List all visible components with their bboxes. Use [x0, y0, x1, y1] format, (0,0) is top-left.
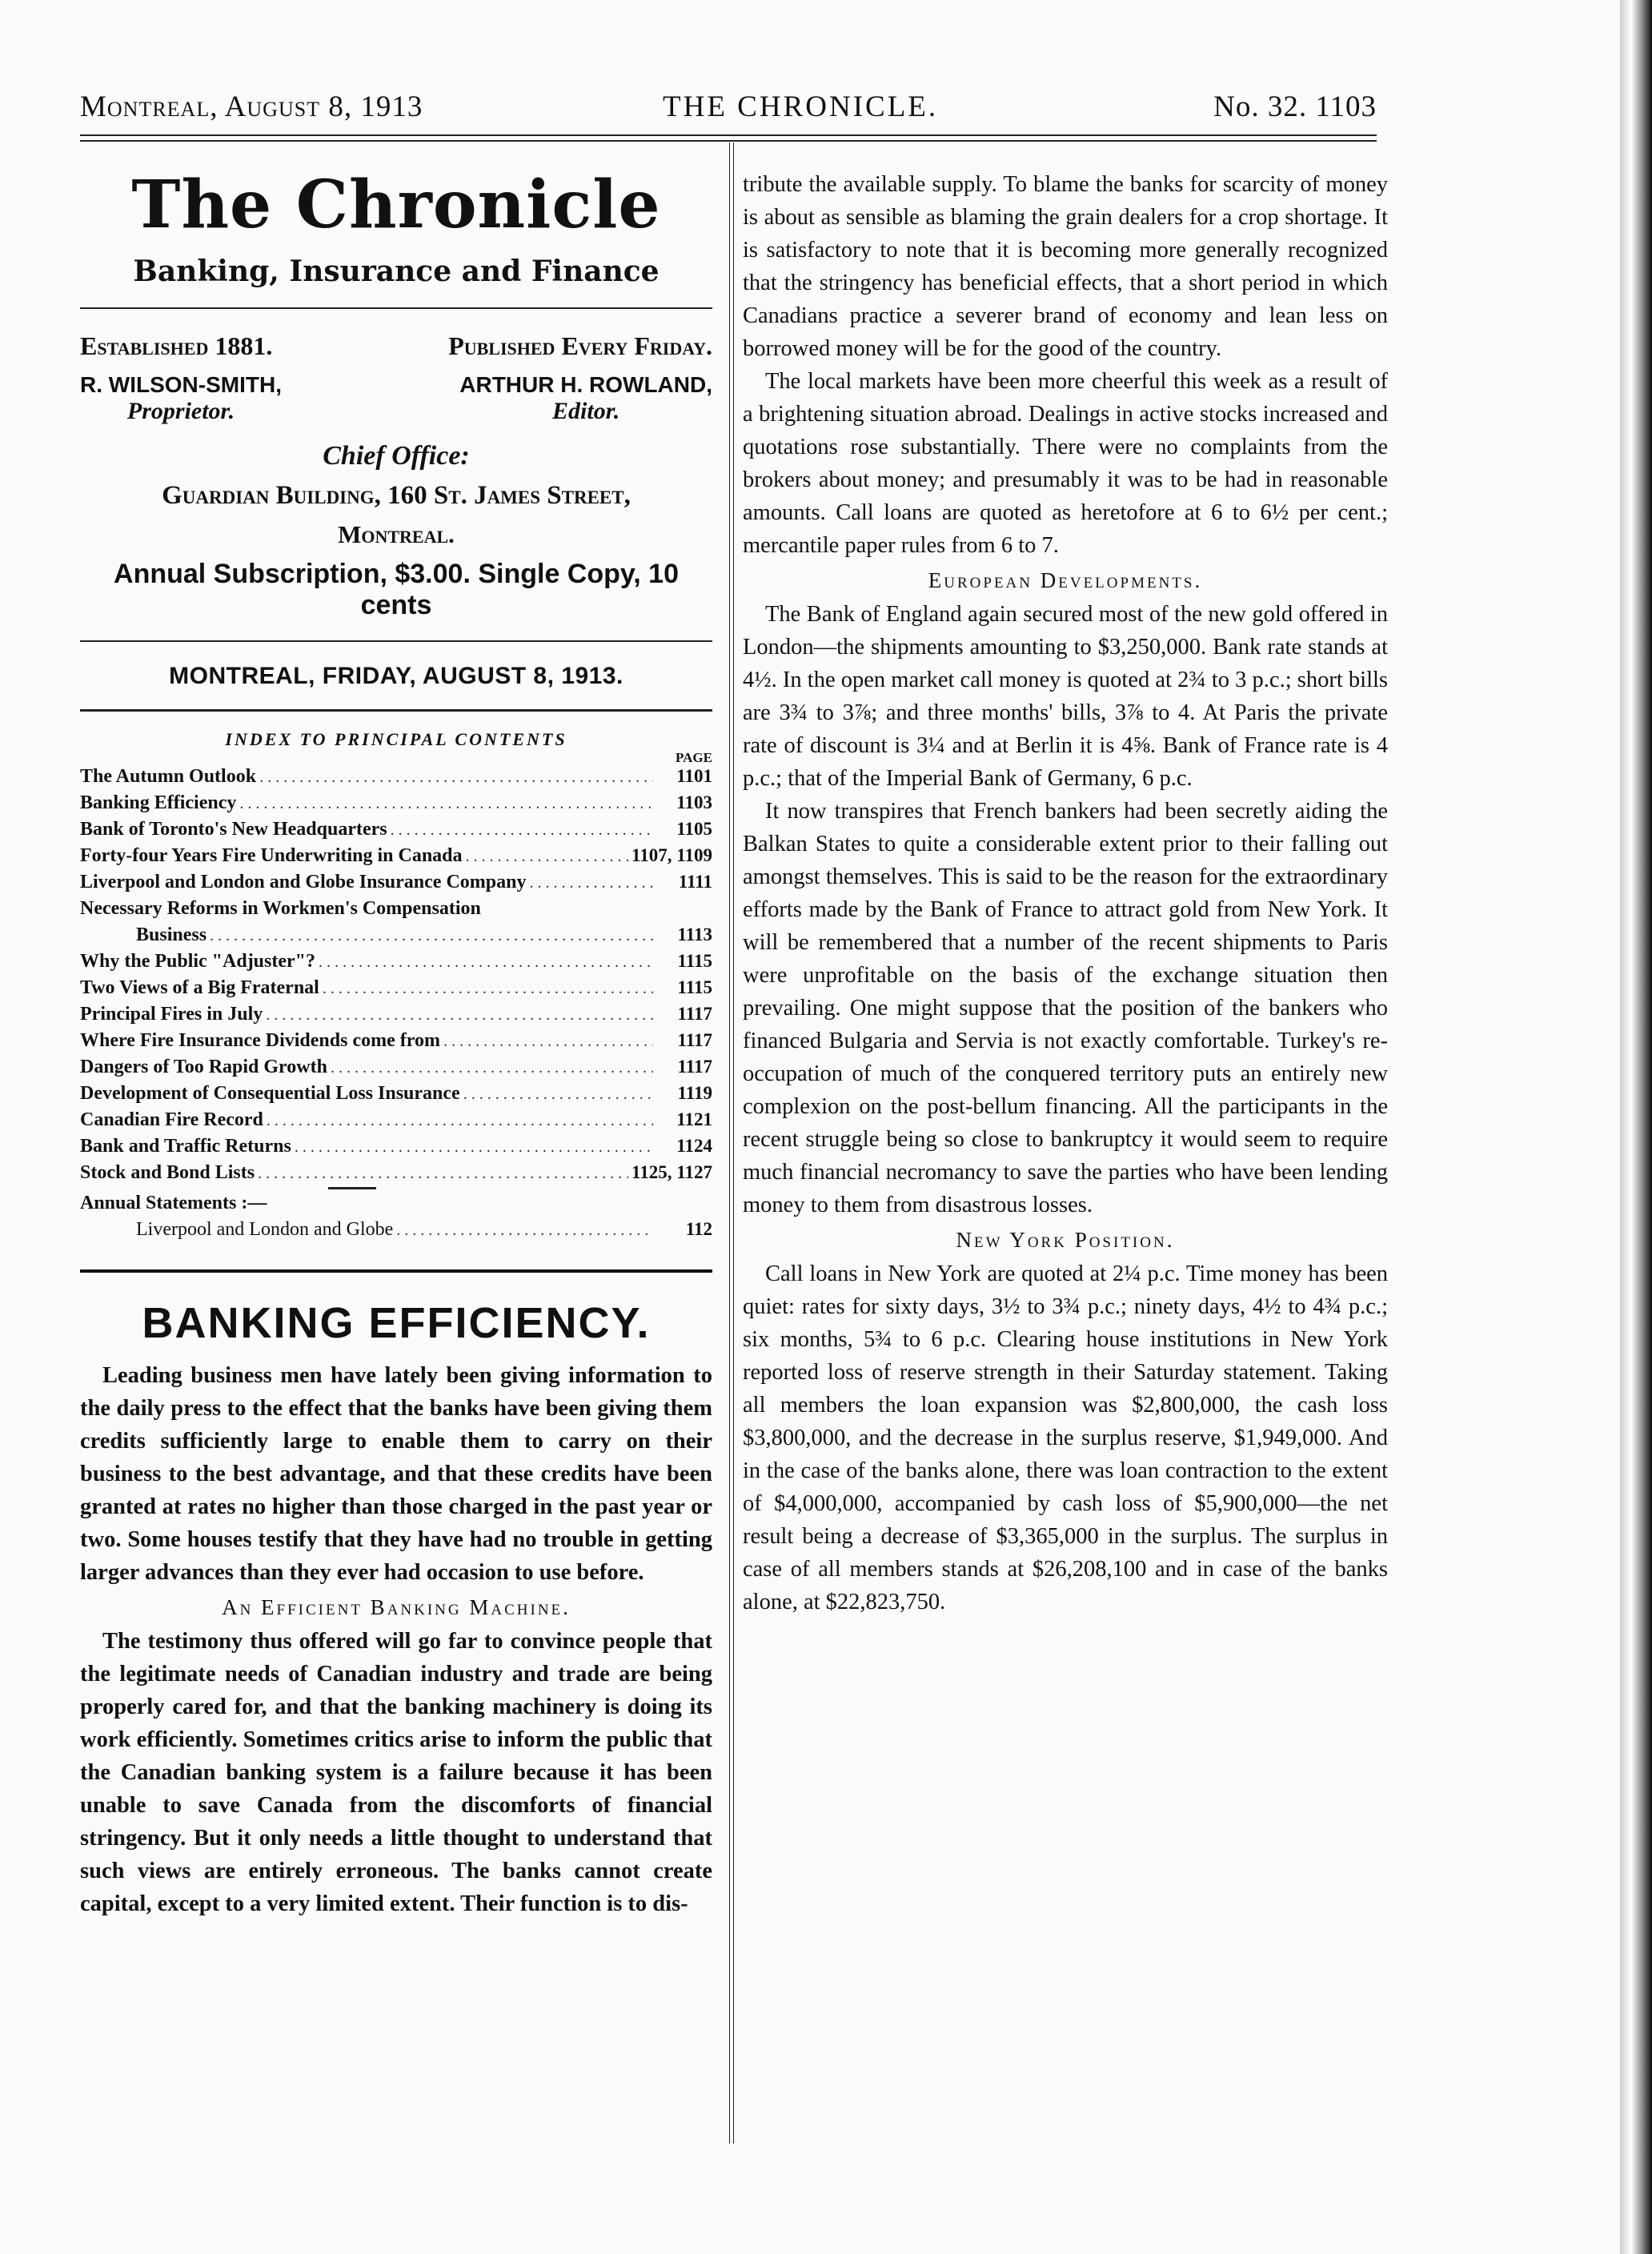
office-address: Guardian Building, 160 St. James Street, [162, 481, 631, 510]
index-rule [80, 709, 712, 712]
proprietor-role: Proprietor. [126, 398, 235, 424]
dateline-rule [80, 640, 712, 642]
index-item-title: Canadian Fire Record [80, 1109, 263, 1130]
index-item-page: 1117 [677, 1030, 712, 1050]
index-row [80, 819, 712, 845]
index-row [80, 1083, 712, 1109]
index-short-rule [328, 1187, 376, 1189]
index-item-title: Bank and Traffic Returns [80, 1136, 291, 1157]
index-item-title: Two Views of a Big Fraternal [80, 977, 319, 998]
masthead-rule [80, 307, 712, 309]
index-item-leader [210, 927, 653, 945]
index-row [80, 898, 712, 924]
index-item-page: 1124 [676, 1136, 712, 1156]
index-item-page: 1101 [676, 766, 712, 786]
index-item-title: Stock and Bond Lists [80, 1162, 255, 1183]
index-item-page: 1103 [676, 792, 712, 812]
index-row [80, 977, 712, 1004]
index-item-leader [463, 1085, 653, 1104]
dateline: MONTREAL, FRIDAY, AUGUST 8, 1913. [169, 663, 624, 689]
index-row [80, 792, 712, 819]
index-item-leader [391, 821, 653, 840]
index-item-title: Necessary Reforms in Workmen's Compensation [80, 898, 481, 919]
running-header [80, 90, 1377, 131]
section-heading-european: European Developments. [928, 568, 1203, 592]
index-page-label: PAGE [676, 750, 712, 765]
index-item-title: Bank of Toronto's New Headquarters [80, 819, 387, 840]
index-item-title: Dangers of Too Rapid Growth [80, 1057, 327, 1077]
index-row [80, 1004, 712, 1030]
index-row [80, 951, 712, 977]
proprietor-name: R. WILSON-SMITH, [80, 372, 282, 397]
index-item-leader [266, 1006, 653, 1025]
index-item-page: 1121 [676, 1109, 712, 1129]
index-item-page: 1115 [677, 977, 712, 997]
index-row [80, 1057, 712, 1083]
subscription-text: Annual Subscription, $3.00. Single Copy, 10 cents [114, 559, 679, 620]
editor-name: ARTHUR H. ROWLAND, [459, 372, 712, 397]
index-item-title: Business [136, 924, 207, 945]
article-rule [80, 1269, 712, 1273]
article-headline: BANKING EFFICIENCY. [142, 1299, 651, 1347]
index-item-title: Liverpool and London and Globe Insurance Company [80, 872, 527, 892]
index-item-leader [295, 1138, 653, 1157]
index-item-leader [319, 953, 653, 972]
index-row [80, 924, 712, 951]
section-heading-efficient-machine: An Efficient Banking Machine. [222, 1595, 571, 1619]
index-item-leader [331, 1059, 653, 1077]
published-text: Published Every Friday. [448, 331, 712, 360]
page-binding-edge [1620, 0, 1652, 2254]
index-item-leader [466, 848, 629, 866]
index-item-title: Where Fire Insurance Dividends come from [80, 1030, 440, 1051]
office-city: Montreal. [338, 520, 455, 548]
index-row [80, 1030, 712, 1057]
proprietor-block [80, 372, 282, 425]
masthead-subtitle: Banking, Insurance and Finance [133, 255, 660, 288]
article-paragraph-6: It now transpires that French bankers had been secretly aiding the Balkan States to quite a considerable extent prior to their falling out amongst themselves. This is said to be the reason for the extraordinary efforts made by the Bank of France to attract gold from New York. It will be remembered that a number of the recent shipments to Paris were unprofitable on the basis of the exchange situation then prevailing. One might suppose that the position of the bankers who financed Bulgaria and Servia is not exactly comfortable. Turkey's re-occupation of much of the conquered territory puts an entirely new complexion on the post-bellum financing. All the participants in the recent struggle being so close to bankruptcy it would seem to require much financial necromancy to save the parties who have been lending money to them from disastrous losses. [743, 799, 1388, 1217]
index-list [80, 766, 712, 1189]
article-paragraph-4: The local markets have been more cheerful this week as a result of a brightening situation abroad. Dealings in active stocks increased and quotations rose substantially. There were no complaints from the brokers about money; and presumably it was to be had in reasonable amounts. Call loans are quoted as heretofore at 6 to 6½ per cent.; mercantile paper rules from 6 to 7. [743, 369, 1388, 558]
index-item-title: Development of Consequential Loss Insurance [80, 1083, 460, 1104]
index-row [80, 1162, 712, 1189]
index-item-leader [259, 768, 653, 787]
header-issue-page: No. 32. 1103 [1213, 90, 1377, 123]
index-row-annual [80, 1219, 712, 1245]
index-row [80, 1109, 712, 1136]
index-item-leader [396, 1221, 653, 1240]
chief-office-label: Chief Office: [323, 441, 470, 471]
article-paragraph-3: tribute the available supply. To blame the banks for scarcity of money is about as sensible as blaming the grain dealers for a crop shortage. It is satisfactory to note that it is becoming more generally recognized that the stringency has beneficial effects, that a short period in which Canadians practice a severer brand of economy and lean less on borrowed money will be for the good of the country. [743, 172, 1388, 361]
column-divider [729, 142, 734, 2144]
index-row [80, 1136, 712, 1162]
masthead-established-row [80, 331, 712, 361]
masthead [80, 166, 712, 712]
index-item-page: 1113 [677, 924, 712, 945]
index-item-page: 1105 [676, 819, 712, 839]
article-paragraph-5: The Bank of England again secured most of the new gold offered in London—the shipments amounting to $3,250,000. Bank rate stands at 4½. In the open market call money is quoted at 2¾ to 3 p.c.; short bills are 3¾ to 3⅞; and three months' bills, 3⅞ to 4. At Paris the private rate of discount is 3¼ and at Berlin it is 4⅝. Bank of France rate is 4 p.c.; that of the Imperial Bank of Germany, 6 p.c. [743, 602, 1388, 791]
header-rule [80, 134, 1377, 142]
editor-block [459, 372, 712, 425]
index-item-page: 112 [685, 1219, 712, 1239]
index-item-title: The Autumn Outlook [80, 766, 257, 787]
index-of-contents [80, 729, 712, 1245]
index-item-title: Principal Fires in July [80, 1004, 263, 1025]
masthead-title: The Chronicle [131, 166, 661, 243]
index-item-page: 1111 [678, 872, 712, 892]
index-item-title: Why the Public "Adjuster"? [80, 951, 315, 972]
article-paragraph-7: Call loans in New York are quoted at 2¼ p.c. Time money has been quiet: rates for sixty days, 3½ to 3¾ p.c.; ninety days, 4½ to 4¾ p.c.; six months, 5¾ to 6 p.c. Clearing house institutions in New York reported loss of reserve strength in their Saturday statement. Taking all members the loan expansion was $2,800,000, the cash loss $3,800,000, and the decrease in the surplus reserve, $1,949,000. And in the case of the banks alone, there was loan contraction to the extent of $4,000,000, accompanied by cash loss of $5,900,000—the net result being a decrease of $3,365,000 in the surplus. The surplus in case of all members stands at $26,208,100 and in case of the banks alone, at $22,823,750. [743, 1261, 1388, 1614]
index-item-leader [323, 980, 653, 998]
editor-role: Editor. [552, 398, 620, 424]
article-paragraph-1: Leading business men have lately been giving information to the daily press to the effect that the banks have been giving them credits sufficiently large to enable them to carry on their business to the best advantage, and that these credits have been granted at rates no higher than those charged in the past year or two. Some houses testify that they have had no trouble in getting larger advances than they ever had occasion to use before. [80, 1363, 712, 1585]
index-item-page: 1119 [677, 1083, 712, 1103]
right-column [743, 142, 1388, 1618]
section-heading-new-york: New York Position. [956, 1228, 1175, 1252]
index-item-leader [258, 1165, 628, 1183]
left-column [80, 142, 712, 1920]
index-row [80, 845, 712, 872]
index-item-page: 1117 [677, 1004, 712, 1024]
index-item-page: 1107, 1109 [632, 845, 712, 865]
header-date: Montreal, August 8, 1913 [80, 90, 423, 123]
annual-statements-label: Annual Statements :— [80, 1193, 267, 1213]
index-item-leader [443, 1033, 653, 1051]
index-title: INDEX TO PRINCIPAL CONTENTS [225, 729, 567, 749]
index-item-title: Forty-four Years Fire Underwriting in Canada [80, 845, 463, 866]
established-text: Established 1881. [80, 331, 273, 360]
index-item-page: 1125, 1127 [632, 1162, 712, 1182]
header-publication: THE CHRONICLE. [663, 90, 939, 123]
index-item-title: Banking Efficiency [80, 792, 237, 813]
index-item-title: Liverpool and London and Globe [136, 1219, 394, 1240]
index-item-page: 1117 [677, 1057, 712, 1077]
index-item-leader [529, 874, 653, 892]
masthead-staff-row [80, 372, 712, 425]
index-row [80, 766, 712, 792]
index-row [80, 872, 712, 898]
article-paragraph-2: The testimony thus offered will go far to convince people that the legitimate needs of Canadian industry and trade are being properly cared for, and that the banking machinery is doing its work efficiently. Sometimes critics arise to inform the public that the Canadian banking system is a failure because it has been unable to save Canada from the discomforts of financial stringency. But it only needs a little thought to understand that such views are entirely erroneous. The banks cannot create capital, except to a very limited extent. Their function is to dis- [80, 1629, 712, 1916]
index-item-leader [267, 1112, 653, 1130]
index-item-page: 1115 [677, 951, 712, 971]
index-item-leader [239, 795, 653, 813]
